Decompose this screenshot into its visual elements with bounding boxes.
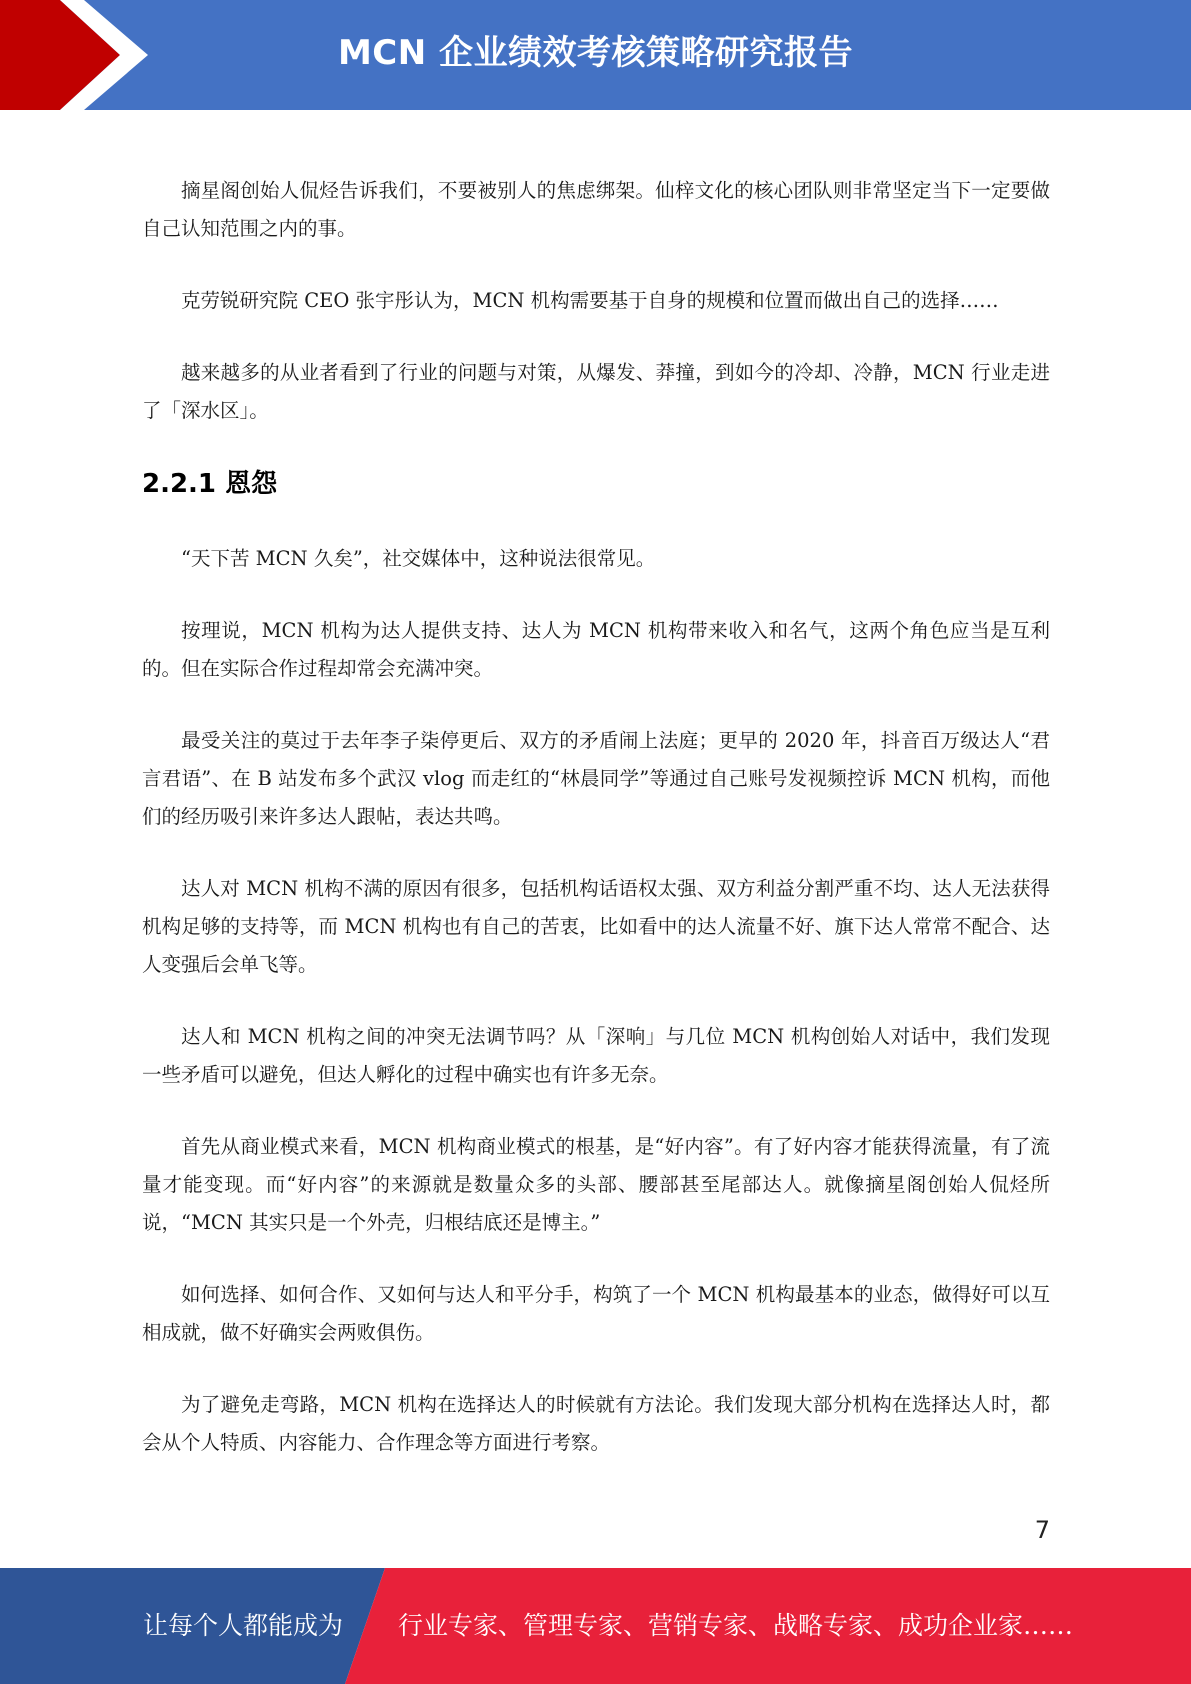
paragraph: 摘星阁创始人侃烃告诉我们，不要被别人的焦虑绑架。仙梓文化的核心团队则非常坚定当下一定要做自己认知范围之内的事。 — [142, 179, 1050, 240]
paragraph: 越来越多的从业者看到了行业的问题与对策，从爆发、莽撞，到如今的冷却、冷静，MCN 行业走进了「深水区」。 — [142, 361, 1050, 422]
report-title: MCN 企业绩效考核策略研究报告 — [337, 33, 854, 73]
paragraph: 克劳锐研究院 CEO 张宇彤认为，MCN 机构需要基于自身的规模和位置而做出自己的选择…… — [181, 289, 999, 312]
paragraph: 按理说，MCN 机构为达人提供支持、达人为 MCN 机构带来收入和名气，这两个角色应当是互利的。但在实际合作过程却常会充满冲突。 — [142, 619, 1050, 680]
section-heading: 2.2.1 恩怨 — [142, 469, 278, 499]
page-header — [0, 0, 1191, 110]
paragraph: 最受关注的莫过于去年李子柒停更后、双方的矛盾闹上法庭；更早的 2020 年，抖音百万级达人“君言君语”、在 B 站发布多个武汉 vlog 而走红的“林晨同学”等通过自己账号发视频控诉 MCN 机构，而他们的经历吸引来许多达人跟帖，表达共鸣。 — [142, 729, 1050, 828]
paragraph: 达人和 MCN 机构之间的冲突无法调节吗？从「深响」与几位 MCN 机构创始人对话中，我们发现一些矛盾可以避免，但达人孵化的过程中确实也有许多无奈。 — [142, 1025, 1050, 1086]
footer-slogan-left: 让每个人都能成为 — [143, 1611, 344, 1640]
paragraph: 首先从商业模式来看，MCN 机构商业模式的根基，是“好内容”。有了好内容才能获得流量，有了流量才能变现。而“好内容”的来源就是数量众多的头部、腰部甚至尾部达人。就像摘星阁创始人侃烃所说，“MCN 其实只是一个外壳，归根结底还是博主。” — [142, 1135, 1050, 1234]
page-number: 7 — [1034, 1516, 1050, 1544]
footer-slogan-right: 行业专家、管理专家、营销专家、战略专家、成功企业家…… — [398, 1611, 1074, 1640]
document-body — [142, 172, 1050, 1496]
paragraph: 如何选择、如何合作、又如何与达人和平分手，构筑了一个 MCN 机构最基本的业态，做得好可以互相成就，做不好确实会两败俱伤。 — [142, 1283, 1050, 1344]
paragraph: 为了避免走弯路，MCN 机构在选择达人的时候就有方法论。我们发现大部分机构在选择达人时，都会从个人特质、内容能力、合作理念等方面进行考察。 — [142, 1393, 1050, 1454]
page-footer — [0, 1568, 1191, 1684]
paragraph: “天下苦 MCN 久矣”，社交媒体中，这种说法很常见。 — [181, 547, 656, 570]
paragraph: 达人对 MCN 机构不满的原因有很多，包括机构话语权太强、双方利益分割严重不均、达人无法获得机构足够的支持等，而 MCN 机构也有自己的苦衷，比如看中的达人流量不好、旗下达人常常不配合、达人变强后会单飞等。 — [142, 877, 1050, 976]
